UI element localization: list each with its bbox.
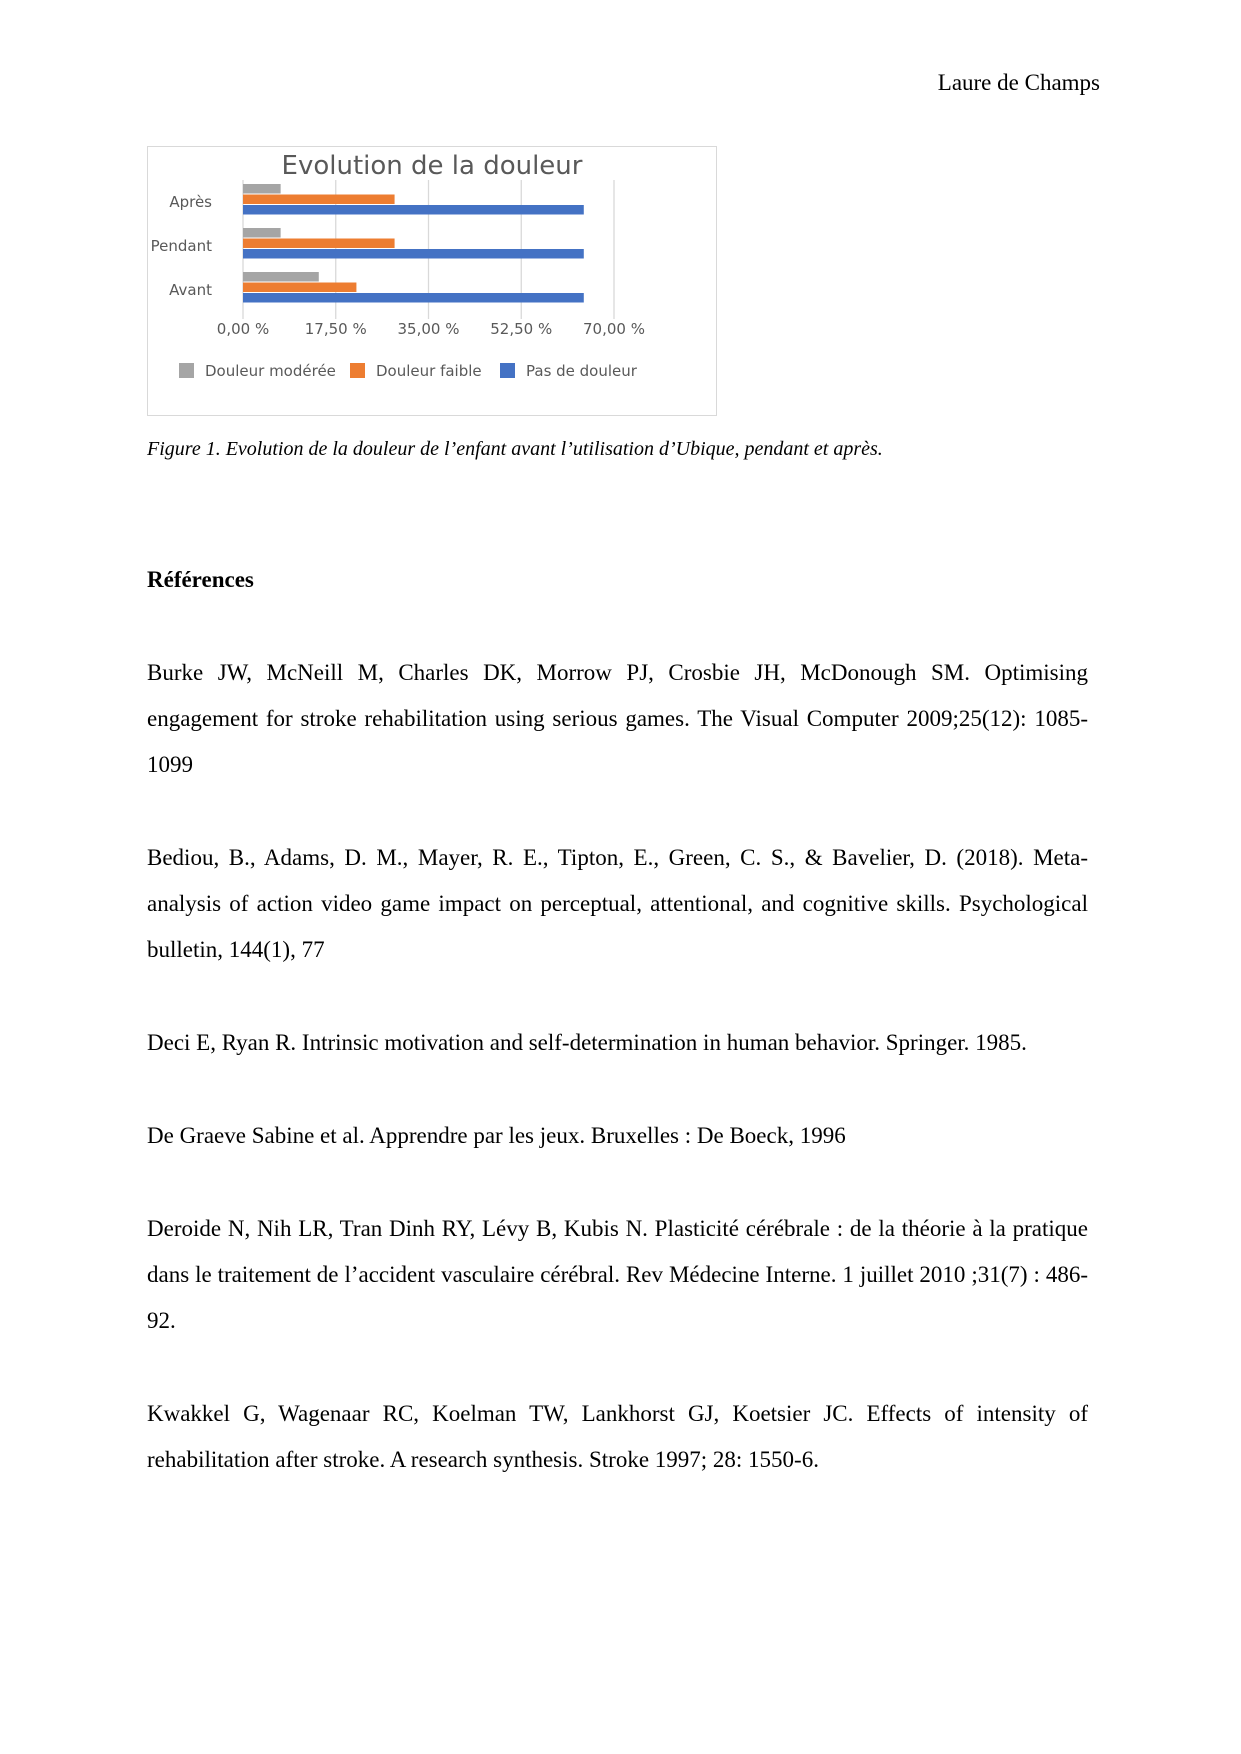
chart-xtick-label: 17,50 % bbox=[304, 320, 367, 338]
chart-title: Evolution de la douleur bbox=[281, 151, 583, 181]
chart-xtick-label: 52,50 % bbox=[490, 320, 553, 338]
chart-bar bbox=[243, 184, 281, 194]
reference-item: Deci E, Ryan R. Intrinsic motivation and self-determination in human behavior. Springer. 1985. bbox=[147, 1030, 1027, 1055]
chart-bar bbox=[243, 283, 356, 293]
chart-bar bbox=[243, 272, 319, 282]
chart-legend-label: Douleur faible bbox=[376, 362, 482, 380]
chart-plot bbox=[148, 147, 716, 415]
chart-xtick-label: 0,00 % bbox=[216, 320, 270, 338]
chart-xtick-label: 70,00 % bbox=[583, 320, 645, 338]
chart-bar bbox=[243, 228, 281, 238]
references-list bbox=[147, 650, 1088, 1530]
chart-bar bbox=[243, 205, 584, 215]
figure-caption: Figure 1. Evolution de la douleur de l’enfant avant l’utilisation d’Ubique, pendant et après. bbox=[147, 438, 883, 460]
chart-bar bbox=[243, 239, 395, 249]
chart-category-label: Avant bbox=[169, 281, 212, 299]
chart-legend-swatch bbox=[179, 363, 194, 378]
reference-item: Kwakkel G, Wagenaar RC, Koelman TW, Lankhorst GJ, Koetsier JC. Effects of intensity of rehabilitation after stroke. A research synthesis. Stroke 1997; 28: 1550-6. bbox=[147, 1401, 1088, 1472]
chart-category-label: Pendant bbox=[150, 237, 212, 255]
chart-legend-label: Pas de douleur bbox=[526, 362, 637, 380]
chart-figure bbox=[147, 146, 717, 416]
reference-item: Bediou, B., Adams, D. M., Mayer, R. E., Tipton, E., Green, C. S., & Bavelier, D. (2018). Meta-analysis of action video game impact on perceptual, attentional, and cognitive skills. Psychological bulletin, 144(1), 77 bbox=[147, 845, 1088, 962]
references-heading: Références bbox=[147, 567, 254, 592]
reference-item: Burke JW, McNeill M, Charles DK, Morrow PJ, Crosbie JH, McDonough SM. Optimising engagement for stroke rehabilitation using serious games. The Visual Computer 2009;25(12): 1085-1099 bbox=[147, 660, 1088, 777]
chart-legend-swatch bbox=[350, 363, 365, 378]
page-header-author: Laure de Champs bbox=[937, 70, 1100, 95]
reference-item: Deroide N, Nih LR, Tran Dinh RY, Lévy B, Kubis N. Plasticité cérébrale : de la théorie à la pratique dans le traitement de l’accident vasculaire cérébral. Rev Médecine Interne. 1 juillet 2010 ;31(7) : 486-92. bbox=[147, 1216, 1088, 1333]
chart-category-label: Après bbox=[169, 193, 212, 211]
reference-item: De Graeve Sabine et al. Apprendre par les jeux. Bruxelles : De Boeck, 1996 bbox=[147, 1123, 846, 1148]
chart-bar bbox=[243, 195, 395, 205]
chart-legend-swatch bbox=[500, 363, 515, 378]
chart-legend-label: Douleur modérée bbox=[205, 362, 336, 380]
chart-bar bbox=[243, 249, 584, 259]
chart-xtick-label: 35,00 % bbox=[397, 320, 460, 338]
chart-bar bbox=[243, 293, 584, 303]
